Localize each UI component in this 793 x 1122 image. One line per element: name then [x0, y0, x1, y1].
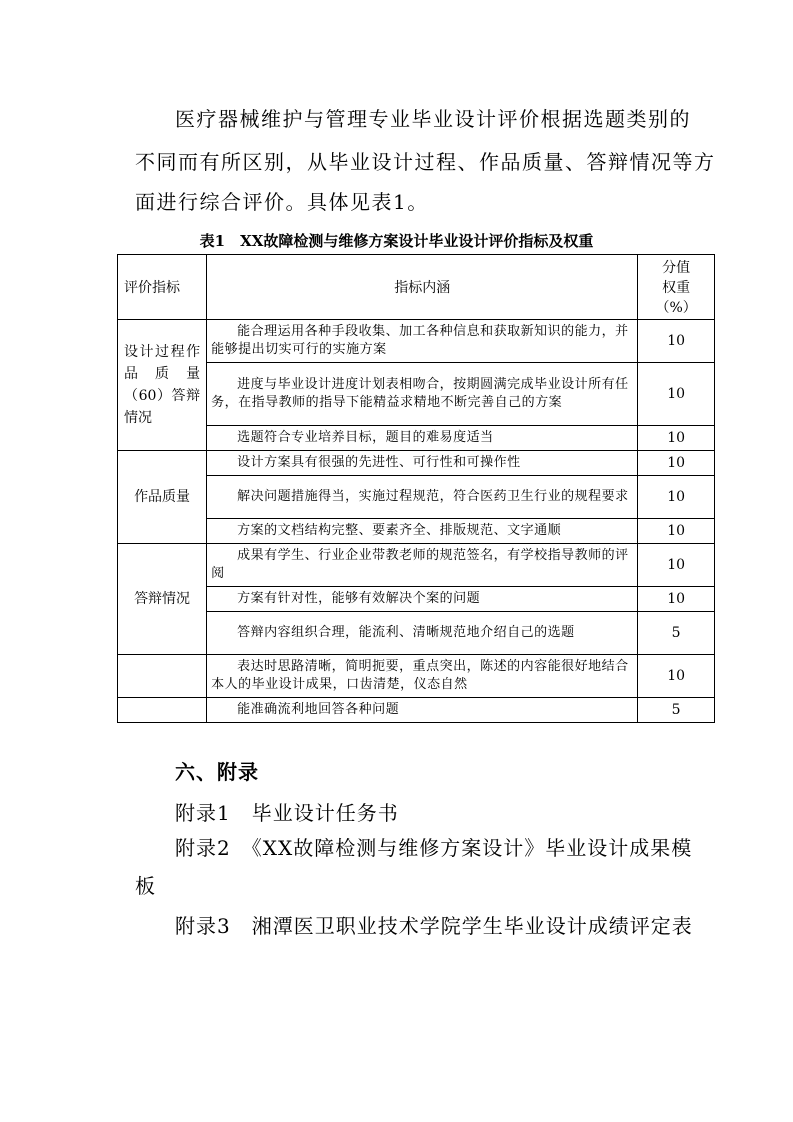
weight-cell: 10	[638, 655, 715, 698]
header-weight-line-2: 权重	[662, 280, 691, 296]
intro-paragraph-line-1: 医疗器械维护与管理专业毕业设计评价根据选题类别的	[175, 107, 691, 131]
content-cell: 设计方案具有很强的先进性、可行性和可操作性	[207, 451, 638, 476]
header-weight-line-1: 分值	[662, 260, 691, 276]
header-category: 评价指标	[118, 255, 207, 320]
weight-cell: 5	[638, 612, 715, 655]
evaluation-table	[117, 254, 715, 723]
content-cell: 能准确流利地回答各种问题	[207, 698, 638, 723]
weight-cell: 10	[638, 476, 715, 519]
intro-paragraph-line-2: 不同而有所区别，从毕业设计过程、作品质量、答辩情况等方	[135, 150, 716, 174]
table-row	[118, 655, 715, 698]
table-row	[118, 587, 715, 612]
weight-cell: 10	[638, 587, 715, 612]
table-row	[118, 320, 715, 363]
content-cell: 选题符合专业培养目标，题目的难易度适当	[207, 426, 638, 451]
appendix-item-3: 附录3 湘潭医卫职业技术学院学生毕业设计成绩评定表	[175, 914, 693, 938]
appendix-item-2: 附录2 《XX故障检测与维修方案设计》毕业设计成果模	[175, 836, 693, 860]
header-weight-line-3: （%）	[655, 300, 697, 316]
table-row	[118, 612, 715, 655]
content-cell: 进度与毕业设计进度计划表相吻合，按期圆满完成毕业设计所有任务，在指导教师的指导下能精益求精地不断完善自己的方案	[207, 363, 638, 426]
table-caption: 表1 XX故障检测与维修方案设计毕业设计评价指标及权重	[199, 232, 594, 250]
weight-cell: 10	[638, 426, 715, 451]
category-cell-quality: 作品质量	[118, 451, 207, 544]
header-content: 指标内涵	[207, 255, 638, 320]
content-cell: 方案的文档结构完整、要素齐全、排版规范、文字通顺	[207, 519, 638, 544]
weight-cell: 10	[638, 320, 715, 363]
table-row	[118, 451, 715, 476]
content-cell: 成果有学生、行业企业带教老师的规范签名，有学校指导教师的评阅	[207, 544, 638, 587]
weight-cell: 10	[638, 544, 715, 587]
table-row	[118, 363, 715, 426]
table-header-row	[118, 255, 715, 320]
content-cell: 能合理运用各种手段收集、加工各种信息和获取新知识的能力，并能够提出切实可行的实施方案	[207, 320, 638, 363]
category-cell-process: 设计过程作品质量（60）答辩情况	[118, 320, 207, 451]
content-cell: 解决问题措施得当，实施过程规范，符合医药卫生行业的规程要求	[207, 476, 638, 519]
table-row	[118, 476, 715, 519]
weight-cell: 10	[638, 363, 715, 426]
intro-paragraph-line-3: 面进行综合评价。具体见表1。	[135, 190, 429, 214]
category-cell-empty	[118, 655, 207, 698]
table-row	[118, 698, 715, 723]
weight-cell: 10	[638, 451, 715, 476]
category-cell-empty	[118, 698, 207, 723]
table-row	[118, 544, 715, 587]
appendix-item-2-continued: 板	[135, 874, 156, 898]
content-cell: 方案有针对性，能够有效解决个案的问题	[207, 587, 638, 612]
appendix-heading: 六、附录	[175, 760, 259, 784]
appendix-item-1: 附录1 毕业设计任务书	[175, 801, 399, 825]
weight-cell: 10	[638, 519, 715, 544]
content-cell: 表达时思路清晰，简明扼要，重点突出，陈述的内容能很好地结合本人的毕业设计成果，口齿清楚，仪态自然	[207, 655, 638, 698]
table-row	[118, 519, 715, 544]
weight-cell: 5	[638, 698, 715, 723]
table-row	[118, 426, 715, 451]
content-cell: 答辩内容组织合理，能流利、清晰规范地介绍自己的选题	[207, 612, 638, 655]
header-weight	[638, 255, 715, 320]
category-cell-defense: 答辩情况	[118, 544, 207, 655]
